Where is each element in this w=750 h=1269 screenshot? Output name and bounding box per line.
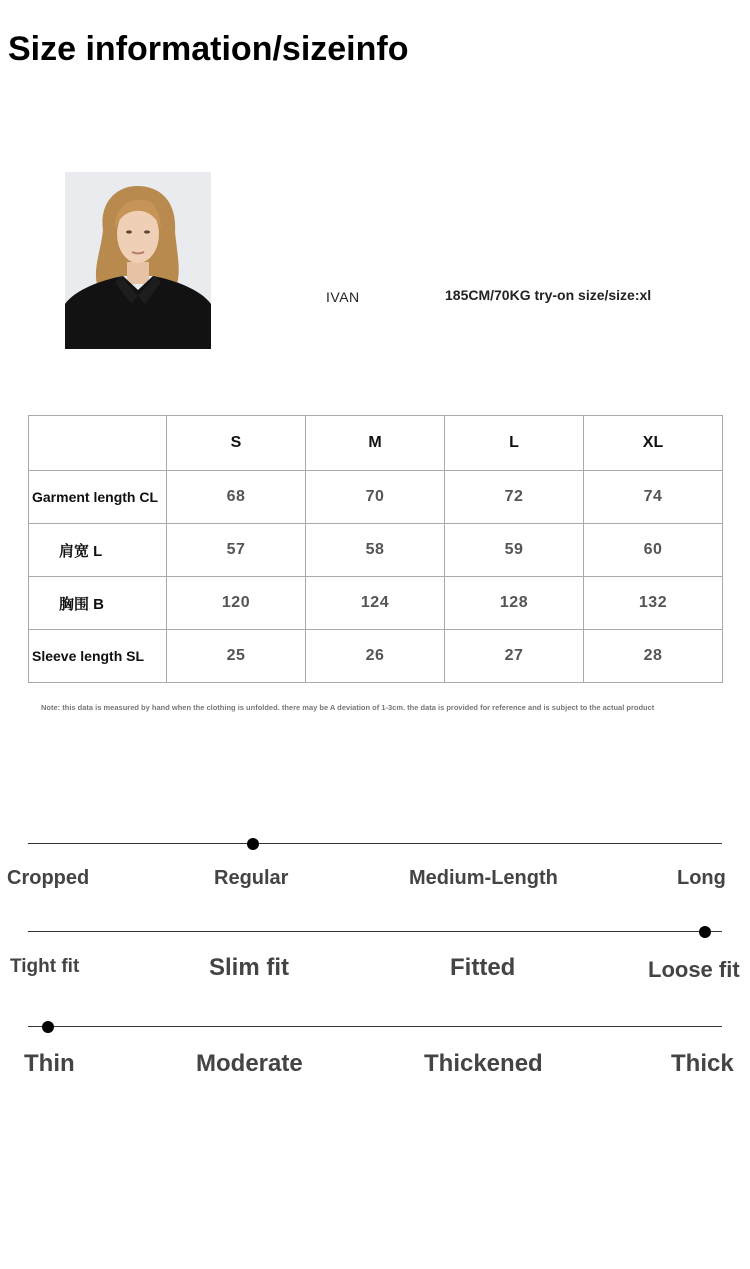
table-cell: 120 [167, 577, 306, 630]
size-header-l: L [445, 416, 584, 471]
row-label-garment-length: Garment length CL [29, 471, 167, 524]
length-scale-line [28, 843, 722, 844]
table-cell: 74 [584, 471, 723, 524]
fit-option-fitted: Fitted [450, 954, 516, 981]
table-cell: 58 [306, 524, 445, 577]
table-cell: 128 [445, 577, 584, 630]
thickness-option-moderate: Moderate [196, 1050, 303, 1077]
table-row [29, 577, 723, 630]
table-cell: 68 [167, 471, 306, 524]
table-cell: 60 [584, 524, 723, 577]
fit-scale-line [28, 931, 722, 932]
thickness-option-thin: Thin [24, 1050, 75, 1077]
model-name: IVAN [326, 289, 360, 305]
size-table [28, 415, 723, 683]
row-label-sleeve-length: Sleeve length SL [29, 630, 167, 683]
thickness-option-thick: Thick [671, 1050, 734, 1077]
table-cell: 132 [584, 577, 723, 630]
length-option-long: Long [677, 867, 726, 889]
table-cell: 59 [445, 524, 584, 577]
table-cell: 25 [167, 630, 306, 683]
table-row [29, 471, 723, 524]
size-header-m: M [306, 416, 445, 471]
thickness-option-thickened: Thickened [424, 1050, 543, 1077]
row-label-shoulder-width: 肩宽 L [29, 524, 167, 577]
table-cell: 26 [306, 630, 445, 683]
table-cell: 28 [584, 630, 723, 683]
length-option-medium-length: Medium-Length [409, 867, 558, 889]
length-option-regular: Regular [214, 867, 289, 889]
model-photo [65, 172, 211, 349]
table-cell: 27 [445, 630, 584, 683]
row-label-chest: 胸围 B [29, 577, 167, 630]
table-cell: 57 [167, 524, 306, 577]
model-portrait-image [65, 172, 211, 349]
length-option-cropped: Cropped [7, 867, 90, 889]
size-table-corner-cell [29, 416, 167, 471]
length-scale-marker-icon [247, 838, 259, 850]
fit-option-tight-fit: Tight fit [10, 956, 80, 977]
thickness-scale-line [28, 1026, 722, 1027]
size-header-xl: XL [584, 416, 723, 471]
size-table-header-row [29, 416, 723, 471]
page-title: Size information/sizeinfo [8, 30, 409, 68]
fit-scale-marker-icon [699, 926, 711, 938]
size-header-s: S [167, 416, 306, 471]
table-cell: 124 [306, 577, 445, 630]
table-row [29, 524, 723, 577]
table-cell: 70 [306, 471, 445, 524]
fit-option-slim-fit: Slim fit [209, 954, 290, 981]
model-measurements: 185CM/70KG try-on size/size:xl [445, 287, 652, 303]
fit-option-loose-fit: Loose fit [648, 957, 740, 982]
table-row [29, 630, 723, 683]
table-cell: 72 [445, 471, 584, 524]
thickness-scale-marker-icon [42, 1021, 54, 1033]
measurement-note: Note: this data is measured by hand when the clothing is unfolded. there may be A deviation of 1-3cm. the data is provided for reference and is subject to the actual product [41, 703, 655, 712]
